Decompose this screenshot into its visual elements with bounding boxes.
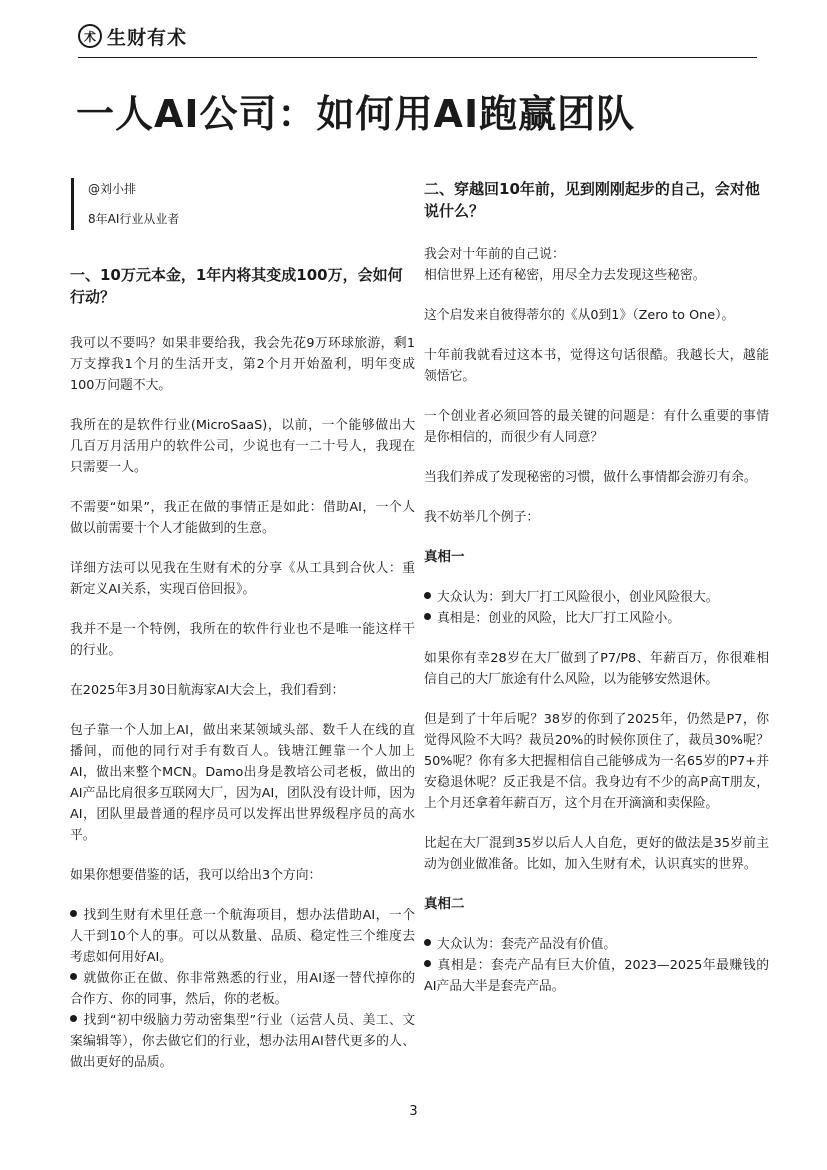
brand-header: [78, 22, 187, 50]
paragraph: 一个创业者必须回答的最关键的问题是：有什么重要的事情是你相信的，而很少有人同意？: [424, 409, 769, 445]
direction-list: [70, 905, 415, 1073]
paragraph: 比起在大厂混到35岁以后人人自危，更好的做法是35岁前主动为创业做准备。比如，加入生财有术，认识真实的世界。: [424, 836, 769, 872]
list-item: 真相是：套壳产品有巨大价值，2023—2025年最赚钱的AI产品大半是套壳产品。: [424, 958, 769, 994]
list-item: 大众认为：到大厂打工风险很小，创业风险很大。: [424, 587, 769, 608]
truth-1-list: [424, 587, 769, 629]
paragraph: 但是到了十年后呢？38岁的你到了2025年，仍然是P7，你觉得风险不大吗？裁员20%的时候你顶住了，裁员30%呢？50%呢？你有多大把握相信自己能够成为一名65岁的P7+并安稳退休呢？反正我是不信。我身边有不少的高P高T朋友，上个月还拿着年薪百万，这个月在开滴滴和卖保险。: [424, 712, 769, 811]
paragraph: 包子靠一个人加上AI，做出来某领域头部、数千人在线的直播间，而他的同行对手有数百人。钱塘江鲤靠一个人加上AI，做出来整个MCN。Damo出身是教培公司老板，做出的AI产品比肩很多互联网大厂，因为AI，团队没有设计师，因为AI，团队里最普通的程序员可以发挥出世界级程序员的高水平。: [70, 723, 415, 843]
truth-2-list: [424, 934, 769, 997]
paragraph: 详细方法可以见我在生财有术的分享《从工具到合伙人：重新定义AI关系，实现百倍回报》。: [70, 561, 415, 597]
paragraph: 当我们养成了发现秘密的习惯，做什么事情都会游刃有余。: [424, 470, 757, 485]
subheading-truth-1: 真相一: [424, 549, 465, 565]
paragraph: 我并不是一个特例，我所在的软件行业也不是唯一能这样干的行业。: [70, 622, 415, 658]
paragraph: 我会对十年前的自己说：: [424, 247, 565, 262]
paragraph: 在2025年3月30日航海家AI大会上，我们看到：: [70, 683, 345, 698]
bullet-dot-icon: [424, 960, 431, 967]
section-heading-2: 二、穿越回10年前，见到刚刚起步的自己，会对他说什么？: [424, 180, 760, 220]
page-title: 一人AI公司：如何用AI跑赢团队: [76, 92, 636, 136]
bullet-dot-icon: [424, 592, 431, 599]
paragraph: 我所在的是软件行业(MicroSaaS)，以前，一个能够做出大几百万月活用户的软件公司，少说也有一二十号人，我现在只需要一人。: [70, 418, 415, 475]
list-item: 找到生财有术里任意一个航海项目，想办法借助AI，一个人干到10个人的事。可以从数量、品质、稳定性三个维度去考虑如何用好AI。: [70, 908, 415, 965]
bullet-dot-icon: [70, 1015, 77, 1022]
brand-logo-icon: 术: [78, 24, 102, 48]
paragraph: 如果你想要借鉴的话，我可以给出3个方向：: [70, 868, 322, 883]
bullet-dot-icon: [70, 973, 77, 980]
author-bio: 8年AI行业从业者: [88, 212, 180, 226]
bullet-dot-icon: [424, 939, 431, 946]
list-item: 大众认为：套壳产品没有价值。: [424, 934, 769, 955]
paragraph: 这个启发来自彼得蒂尔的《从0到1》（Zero to One）。: [424, 308, 735, 323]
right-column: [424, 178, 769, 997]
paragraph: 如果你有幸28岁在大厂做到了P7/P8、年薪百万，你很难相信自己的大厂旅途有什么风险，以为能够安然退休。: [424, 651, 769, 687]
author-block: [71, 178, 415, 230]
subheading-truth-2: 真相二: [424, 896, 465, 912]
bullet-dot-icon: [424, 613, 431, 620]
list-item: 找到“初中级脑力劳动密集型”行业（运营人员、美工、文案编辑等），你去做它们的行业，想办法用AI替代更多的人、做出更好的品质。: [70, 1013, 415, 1070]
bullet-dot-icon: [70, 910, 77, 917]
paragraph: 我不妨举几个例子：: [424, 510, 540, 525]
paragraph: 我可以不要吗？如果非要给我，我会先花9万环球旅游，剩1万支撑我1个月的生活开支，第2个月开始盈利，明年变成100万问题不大。: [70, 336, 415, 393]
author-name: @刘小排: [88, 182, 137, 196]
paragraph: 相信世界上还有秘密，用尽全力去发现这些秘密。: [424, 268, 706, 283]
list-item: 就做你正在做、你非常熟悉的行业，用AI逐一替代掉你的合作方、你的同事，然后，你的老板。: [70, 971, 415, 1007]
paragraph: 不需要“如果”，我正在做的事情正是如此：借助AI，一个人做以前需要十个人才能做到的生意。: [70, 500, 415, 536]
paragraph: 十年前我就看过这本书，觉得这句话很酷。我越长大，越能领悟它。: [424, 348, 769, 384]
left-column: [70, 178, 415, 1073]
brand-name: 生财有术: [107, 26, 188, 49]
header-divider: [78, 57, 757, 58]
page-number: 3: [409, 1104, 418, 1119]
section-heading-1: 一、10万元本金，1年内将其变成100万，会如何行动？: [70, 266, 403, 306]
list-item: 真相是：创业的风险，比大厂打工风险小。: [424, 608, 769, 629]
